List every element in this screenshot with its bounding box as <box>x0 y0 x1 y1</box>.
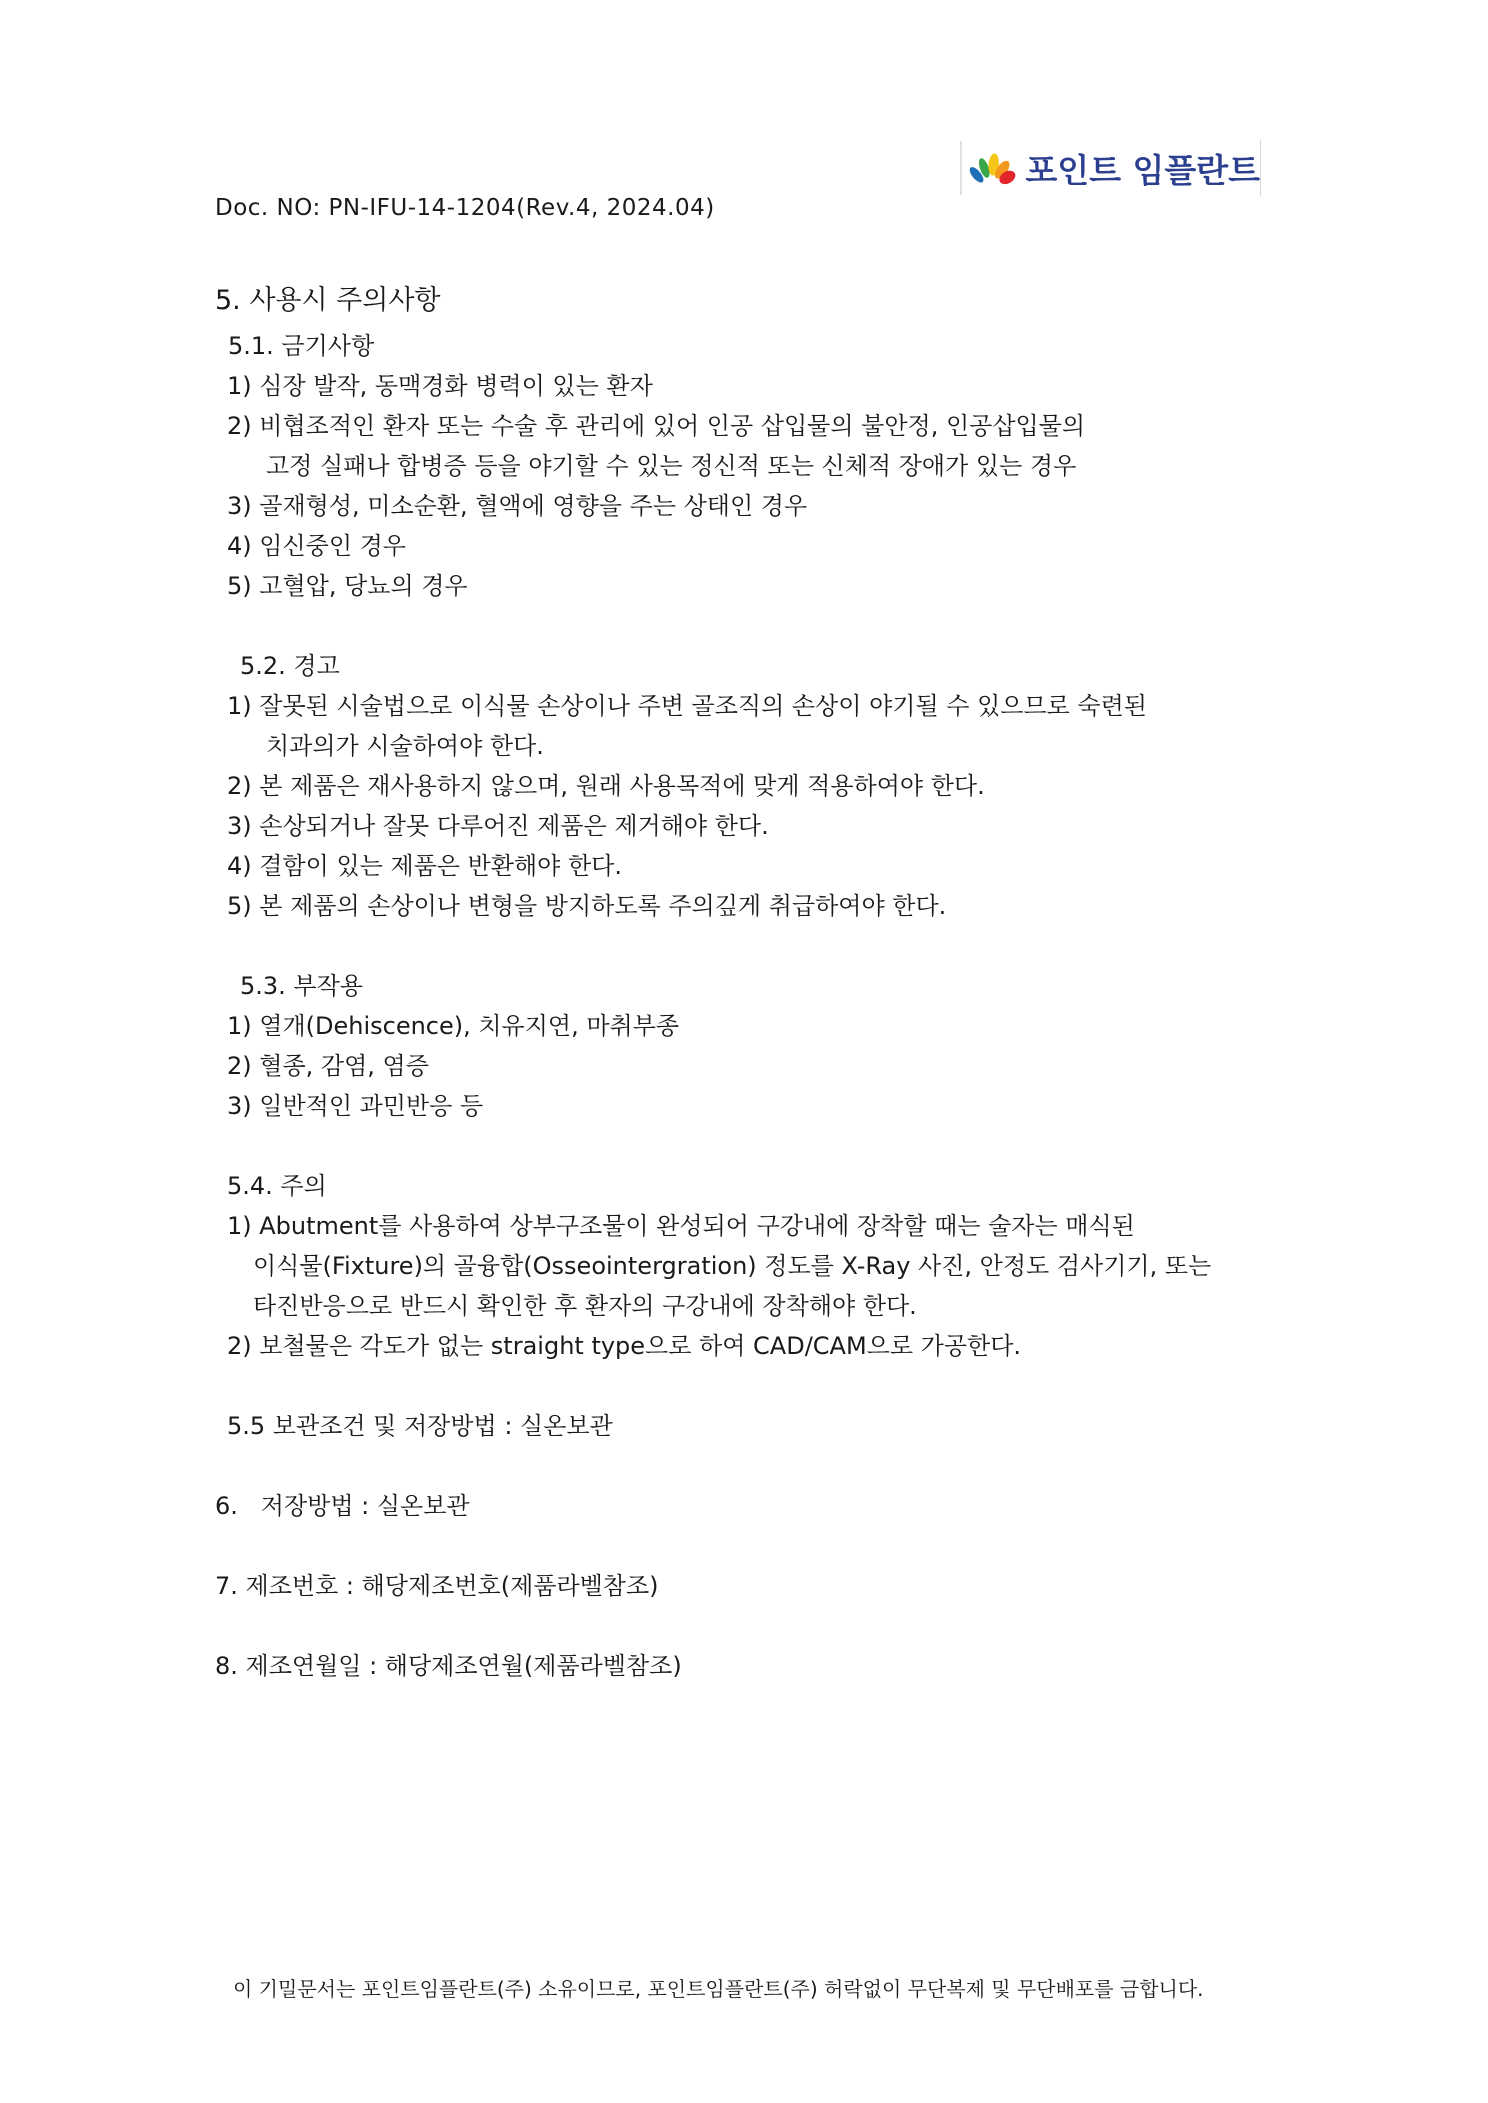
section-5-4-title: 5.4. 주의 <box>227 1172 327 1200</box>
warning-item: 5) 본 제품의 손상이나 변형을 방지하도록 주의깊게 취급하여야 한다. <box>227 892 947 920</box>
caution-item-continued: 타진반응으로 반드시 확인한 후 환자의 구강내에 장착해야 한다. <box>253 1292 917 1320</box>
section-8-manufacturing-date: 8. 제조연월일 : 해당제조연월(제품라벨참조) <box>215 1652 682 1680</box>
section-5-2-title: 5.2. 경고 <box>240 652 340 680</box>
side-effect-item: 1) 열개(Dehiscence), 치유지연, 마취부종 <box>227 1012 680 1040</box>
flower-logo-icon <box>968 146 1018 190</box>
contraindication-item: 3) 골재형성, 미소순환, 혈액에 영향을 주는 상태인 경우 <box>227 492 808 520</box>
warning-item: 2) 본 제품은 재사용하지 않으며, 원래 사용목적에 맞게 적용하여야 한다. <box>227 772 985 800</box>
company-logo <box>960 140 1261 196</box>
logo-divider <box>960 141 962 195</box>
warning-item: 3) 손상되거나 잘못 다루어진 제품은 제거해야 한다. <box>227 812 769 840</box>
section-5-1-title: 5.1. 금기사항 <box>228 332 375 360</box>
section-5-3-title: 5.3. 부작용 <box>240 972 363 1000</box>
contraindication-item: 5) 고혈압, 당뇨의 경우 <box>227 572 468 600</box>
document-number: Doc. NO: PN-IFU-14-1204(Rev.4, 2024.04) <box>215 195 715 221</box>
section-5-title: 5. 사용시 주의사항 <box>215 285 441 316</box>
contraindication-item: 4) 임신중인 경우 <box>227 532 406 560</box>
side-effect-item: 2) 혈종, 감염, 염증 <box>227 1052 429 1080</box>
section-7-manufacturing-number: 7. 제조번호 : 해당제조번호(제품라벨참조) <box>215 1572 659 1600</box>
logo-text: 포인트 임플란트 <box>1025 150 1260 190</box>
warning-item-continued: 치과의가 시술하여야 한다. <box>266 732 544 760</box>
caution-item-continued: 이식물(Fixture)의 골융합(Osseointergration) 정도를 X-Ray 사진, 안정도 검사기기, 또는 <box>253 1252 1212 1280</box>
section-5-5-storage: 5.5 보관조건 및 저장방법 : 실온보관 <box>227 1412 613 1440</box>
contraindication-item-continued: 고정 실패나 합병증 등을 야기할 수 있는 정신적 또는 신체적 장애가 있는 경우 <box>266 452 1077 480</box>
caution-item: 2) 보철물은 각도가 없는 straight type으로 하여 CAD/CAM으로 가공한다. <box>227 1332 1022 1360</box>
section-6-storage-method: 6. 저장방법 : 실온보관 <box>215 1492 470 1520</box>
warning-item: 1) 잘못된 시술법으로 이식물 손상이나 주변 골조직의 손상이 야기될 수 있으므로 숙련된 <box>227 692 1147 720</box>
confidentiality-footer: 이 기밀문서는 포인트임플란트(주) 소유이므로, 포인트임플란트(주) 허락없이 무단복제 및 무단배포를 금합니다. <box>233 1977 1204 2001</box>
warning-item: 4) 결함이 있는 제품은 반환해야 한다. <box>227 852 622 880</box>
caution-item: 1) Abutment를 사용하여 상부구조물이 완성되어 구강내에 장착할 때는 술자는 매식된 <box>227 1212 1135 1240</box>
side-effect-item: 3) 일반적인 과민반응 등 <box>227 1092 484 1120</box>
contraindication-item: 1) 심장 발작, 동맥경화 병력이 있는 환자 <box>227 372 653 400</box>
contraindication-item: 2) 비협조적인 환자 또는 수술 후 관리에 있어 인공 삽입물의 불안정, 인공삽입물의 <box>227 412 1086 440</box>
